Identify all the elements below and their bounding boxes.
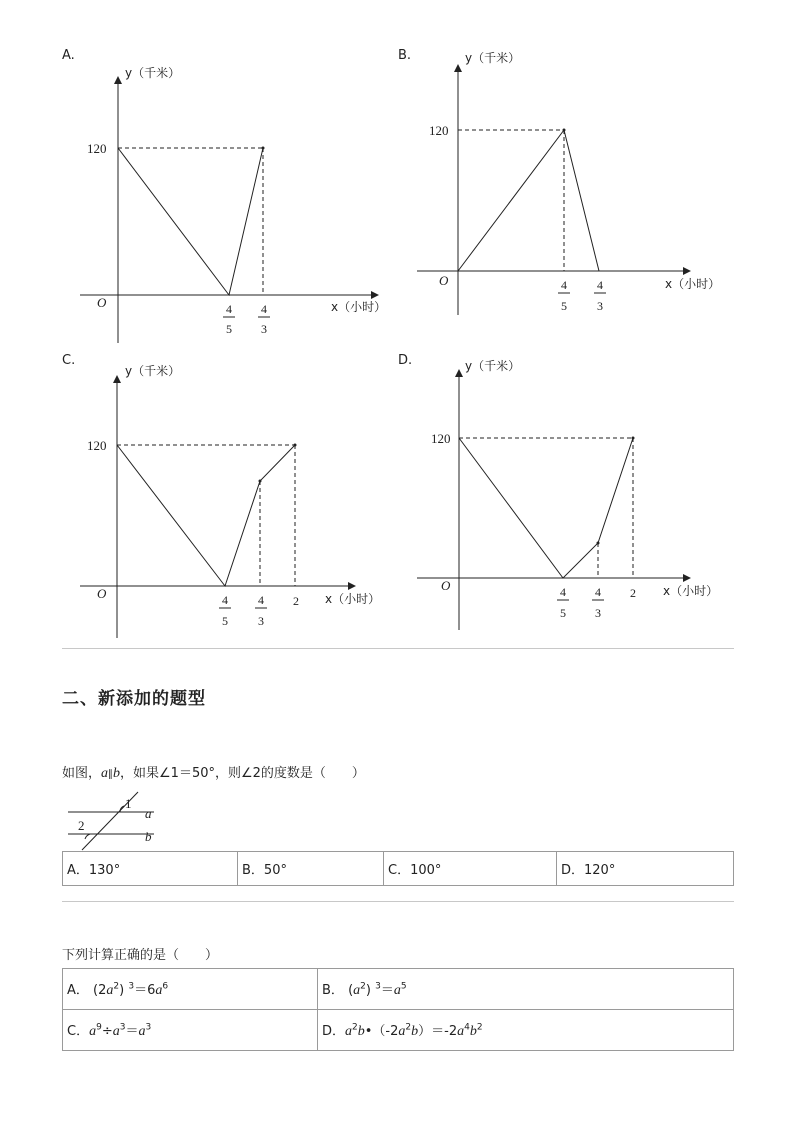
y-axis-label: y（千米） [465,359,521,373]
origin-label: O [97,295,107,310]
graph-d [415,345,735,640]
option-c[interactable]: C．100° [384,852,557,886]
graph-b-label: B. [398,48,412,63]
graph-b [415,40,735,330]
x-axis-label: x（小时） [663,584,719,598]
section-title: 二、新添加的题型 [62,689,206,709]
question1-options [62,851,734,886]
y-tick-120: 120 [431,431,451,446]
origin-label: O [441,578,451,593]
x-tick-2: 2 [293,594,299,608]
x-tick-num: 4 [222,593,228,607]
x-tick-den: 5 [222,614,228,628]
x-axis-label: x（小时） [331,300,387,314]
line-a-label: a [145,806,152,821]
question2-text: 下列计算正确的是（ ） [62,948,219,963]
graph-c [75,350,395,645]
x-tick-num: 4 [261,302,267,316]
distance-line [459,438,633,578]
x-tick-den: 5 [561,299,567,313]
distance-line [458,130,599,271]
x-tick-den: 3 [595,606,601,620]
angle-1-label: 1 [125,796,132,811]
origin-label: O [439,273,449,288]
distance-line [117,445,295,586]
option-a[interactable]: A．130° [63,852,238,886]
question2-options [62,968,734,1051]
y-tick-120: 120 [87,438,107,453]
question1-text: 如图，a∥b，如果∠1＝50°，则∠2的度数是（ ） [62,766,365,781]
x-tick-den: 5 [560,606,566,620]
x-axis-label: x（小时） [665,277,721,291]
option-d[interactable]: D．120° [557,852,734,886]
x-tick-den: 3 [258,614,264,628]
x-tick-den: 3 [597,299,603,313]
y-tick-120: 120 [429,123,449,138]
option-c[interactable]: C．$a^9\div a^3=a^3$ [63,1010,318,1051]
y-axis-label: y（千米） [125,364,181,378]
y-axis-label: y（千米） [125,66,181,80]
x-tick-num: 4 [226,302,232,316]
angle-2-label: 2 [78,818,85,833]
x-tick-den: 5 [226,322,232,336]
x-tick-num: 4 [561,278,567,292]
x-tick-num: 4 [595,585,601,599]
y-axis-label: y（千米） [465,51,521,65]
option-b[interactable]: B．50° [238,852,384,886]
option-a[interactable]: A． $(2a^2)$ $^3=6a^6$ [63,969,318,1010]
x-tick-den: 3 [261,322,267,336]
divider [62,648,734,649]
origin-label: O [97,586,107,601]
graph-d-label: D. [398,353,413,368]
line-b-label: b [145,829,152,844]
divider [62,901,734,902]
option-b[interactable]: B． $(a^2)$ $^3=a^5$ [318,969,734,1010]
graph-a-label: A. [62,48,75,63]
x-tick-2: 2 [630,586,636,600]
x-tick-num: 4 [597,278,603,292]
graph-a [75,55,395,355]
distance-line [118,148,263,295]
x-tick-num: 4 [258,593,264,607]
graph-c-label: C. [62,353,76,368]
parallel-lines-figure [62,788,172,852]
x-tick-num: 4 [560,585,566,599]
y-tick-120: 120 [87,141,107,156]
x-axis-label: x（小时） [325,592,381,606]
option-d[interactable]: D．$a^2b•(-2a^2b)=-2a^4b^2$ [318,1010,734,1051]
